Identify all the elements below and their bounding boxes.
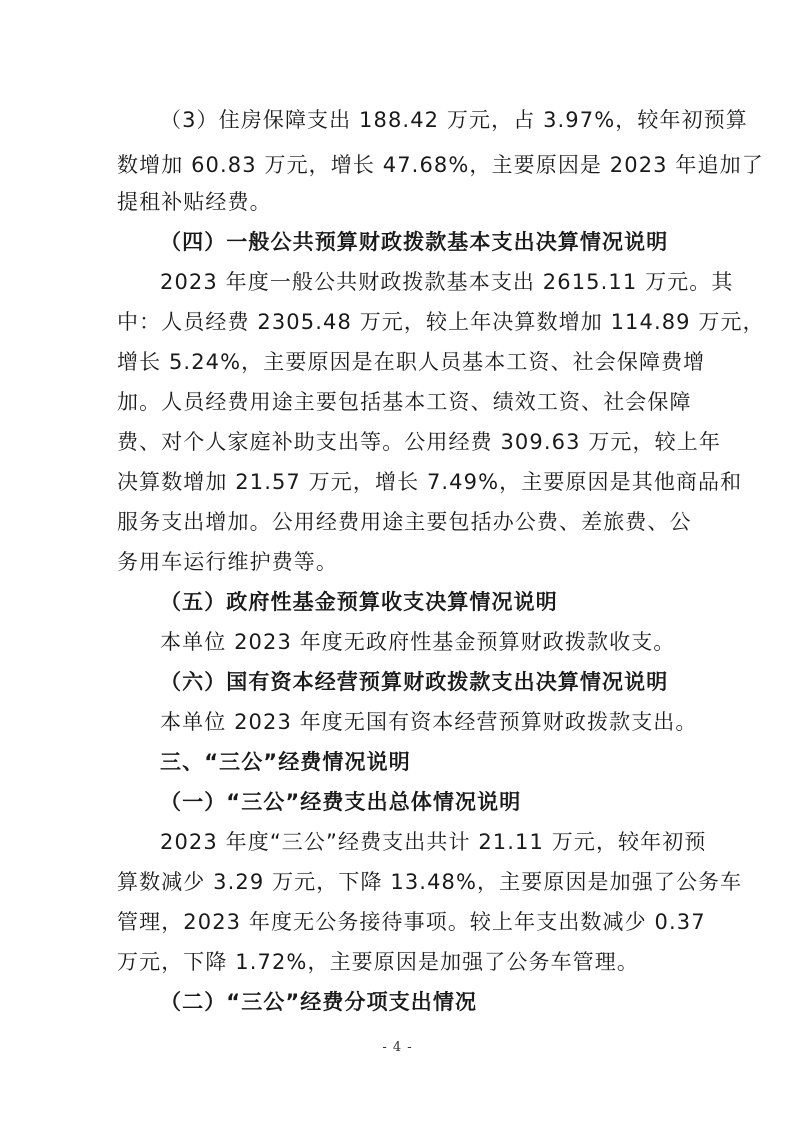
paragraph-basic-line-1: 2023 年度一般公共财政拨款基本支出 2615.11 万元。其 <box>160 270 734 294</box>
paragraph-basic-line-5: 费、对个人家庭补助支出等。公用经费 309.63 万元，较上年 <box>117 430 721 454</box>
section-heading-three-public-overall: （一）“三公”经费支出总体情况说明 <box>160 790 522 814</box>
paragraph-basic-line-4: 加。人员经费用途主要包括基本工资、绩效工资、社会保障 <box>117 390 692 414</box>
paragraph-government-fund: 本单位 2023 年度无政府性基金预算财政拨款收支。 <box>160 630 676 654</box>
paragraph-state-capital: 本单位 2023 年度无国有资本经营预算财政拨款支出。 <box>160 710 698 734</box>
chapter-heading-three-public: 三、“三公”经费情况说明 <box>160 750 411 774</box>
paragraph-housing-line-1: （3）住房保障支出 188.42 万元，占 3.97%，较年初预算 <box>160 108 748 132</box>
paragraph-basic-line-2: 中：人员经费 2305.48 万元，较上年决算数增加 114.89 万元， <box>117 310 765 334</box>
section-heading-state-capital: （六）国有资本经营预算财政拨款支出决算情况说明 <box>160 670 669 694</box>
paragraph-three-public-line-1: 2023 年度“三公”经费支出共计 21.11 万元，较年初预 <box>160 830 707 854</box>
paragraph-basic-line-3: 增长 5.24%，主要原因是在职人员基本工资、社会保障费增 <box>117 350 706 374</box>
section-heading-basic-expenditure: （四）一般公共预算财政拨款基本支出决算情况说明 <box>160 230 669 254</box>
page-number: - 4 - <box>382 1040 413 1055</box>
paragraph-housing-line-2: 数增加 60.83 万元，增长 47.68%，主要原因是 2023 年追加了 <box>117 153 764 177</box>
section-heading-three-public-items: （二）“三公”经费分项支出情况 <box>160 990 478 1014</box>
paragraph-three-public-line-4: 万元，下降 1.72%，主要原因是加强了公务车管理。 <box>117 950 639 974</box>
paragraph-three-public-line-3: 管理，2023 年度无公务接待事项。较上年支出数减少 0.37 <box>117 910 706 934</box>
paragraph-housing-line-3: 提租补贴经费。 <box>117 190 272 214</box>
paragraph-basic-line-6: 决算数增加 21.57 万元，增长 7.49%，主要原因是其他商品和 <box>117 470 743 494</box>
section-heading-government-fund: （五）政府性基金预算收支决算情况说明 <box>160 590 558 614</box>
paragraph-basic-line-7: 服务支出增加。公用经费用途主要包括办公费、差旅费、公 <box>117 510 692 534</box>
paragraph-three-public-line-2: 算数减少 3.29 万元，下降 13.48%，主要原因是加强了公务车 <box>117 870 743 894</box>
paragraph-basic-line-8: 务用车运行维护费等。 <box>117 550 338 574</box>
